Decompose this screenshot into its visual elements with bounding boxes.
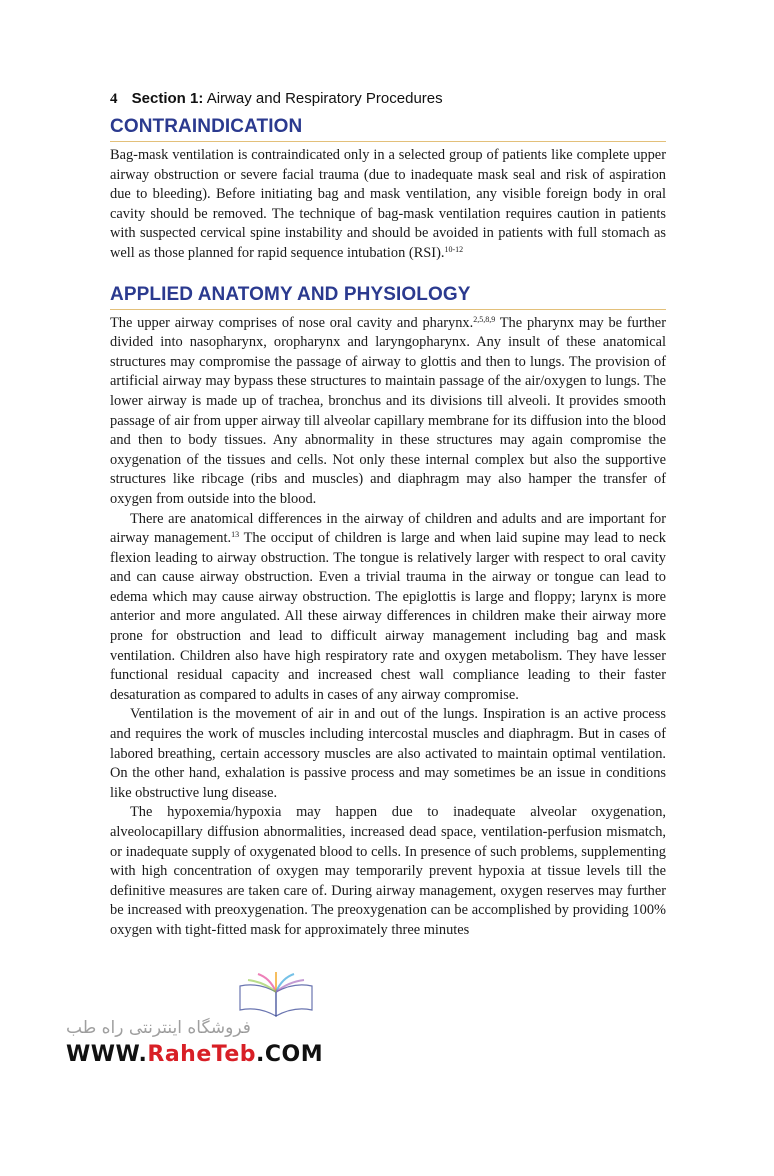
- watermark: [66, 966, 336, 1076]
- book-logo-icon: [236, 972, 316, 1022]
- section-label: Section 1:: [131, 90, 204, 107]
- running-head: [110, 88, 666, 110]
- paragraph: The upper airway comprises of nose oral cavity and pharynx.$^{2,5,8,9}$ The pharynx may be further divided into nasopharynx, oropharynx and laryngopharynx. Any insult of these anatomical structures may compromise the passage of airway to glottis and then to lungs. The provision of artificial airway may bypass these structures to maintain passage of the air/oxygen to lungs. The lower airway is made up of trachea, bronchus and its divisions till alveoli. It provides smooth passage of air from upper airway till alveolar capillary membrane for its diffusion into the blood and then to body tissues. Any abnormality in these structures may again compromise the oxygenation of the tissues and cells. Not only these internal complex but also the supportive structures like ribcage (ribs and muscles) and diaphragm may also hamper the transfer of oxygen from outside into the blood.: [110, 314, 666, 507]
- paragraph: Ventilation is the movement of air in and out of the lungs. Inspiration is an active process and requires the work of muscles including intercostal muscles and diaphragm. But in cases of labored breathing, certain accessory muscles are also activated to maintain optimal ventilation. On the other hand, exhalation is passive process and may sometimes be an issue in conditions like obstructive lung disease.: [110, 706, 666, 801]
- heading-applied-anatomy: APPLIED ANATOMY AND PHYSIOLOGY: [110, 284, 666, 310]
- paragraph: Bag-mask ventilation is contraindicated only in a selected group of patients like complete upper airway obstruction or severe facial trauma (due to inadequate mask seal and risk of aspiration due to bleeding). Before initiating bag and mask ventilation, any visible foreign body in oral cavity should be removed. The technique of bag-mask ventilation requires caution in patients with suspected cervical spine instability and should be avoided in patients with full stomach as well as those planned for rapid sequence intubation (RSI).$^{10-12}$: [110, 147, 666, 261]
- citation: 2,5,8,9: [473, 314, 496, 324]
- watermark-persian: فروشگاه اینترنتی راه طب: [66, 1018, 251, 1038]
- watermark-url: WWW.RaheTeb.COM: [66, 1042, 324, 1067]
- page-number: 4: [110, 91, 118, 107]
- paragraph: The hypoxemia/hypoxia may happen due to inadequate alveolar oxygenation, alveolocapillary diffusion abnormalities, increased dead space, ventilation-perfusion mismatch, or inadequate supply of oxygenated blood to cells. In presence of such problems, supplementing with high concentration of oxygen may temporarily prevent hypoxia at tissue levels till the definitive measures are taken care of. During airway management, oxygen reserves may further be increased with preoxygenation. The preoxygenation can be accomplished by providing 100% oxygen with tight-fitted mask for approximately three minutes: [110, 804, 666, 938]
- section-title: Airway and Respiratory Procedures: [206, 90, 443, 107]
- paragraph: There are anatomical differences in the airway of children and adults and are important for airway management.$^{13}$ The occiput of children is large and when laid supine may lead to neck flexion leading to airway obstruction. The tongue is relatively larger with respect to oral cavity and can cause airway obstruction. Even a trivial trauma in the airway or tongue can lead to edema which may cause airway obstruction. The epiglottis is large and floppy; larynx is more anterior and more angulated. All these airway differences in children make their airway more prone for obstruction and lead to difficult airway management including bag and mask ventilation. Children also have high respiratory rate and oxygen metabolism. They have lesser functional residual capacity and increased chest wall compliance leading to their faster desaturation as compared to adults in cases of any airway compromise.: [110, 510, 666, 703]
- heading-contraindication: CONTRAINDICATION: [110, 116, 666, 142]
- citation: 10-12: [444, 244, 464, 254]
- citation: 13: [231, 530, 240, 540]
- page: [110, 88, 666, 941]
